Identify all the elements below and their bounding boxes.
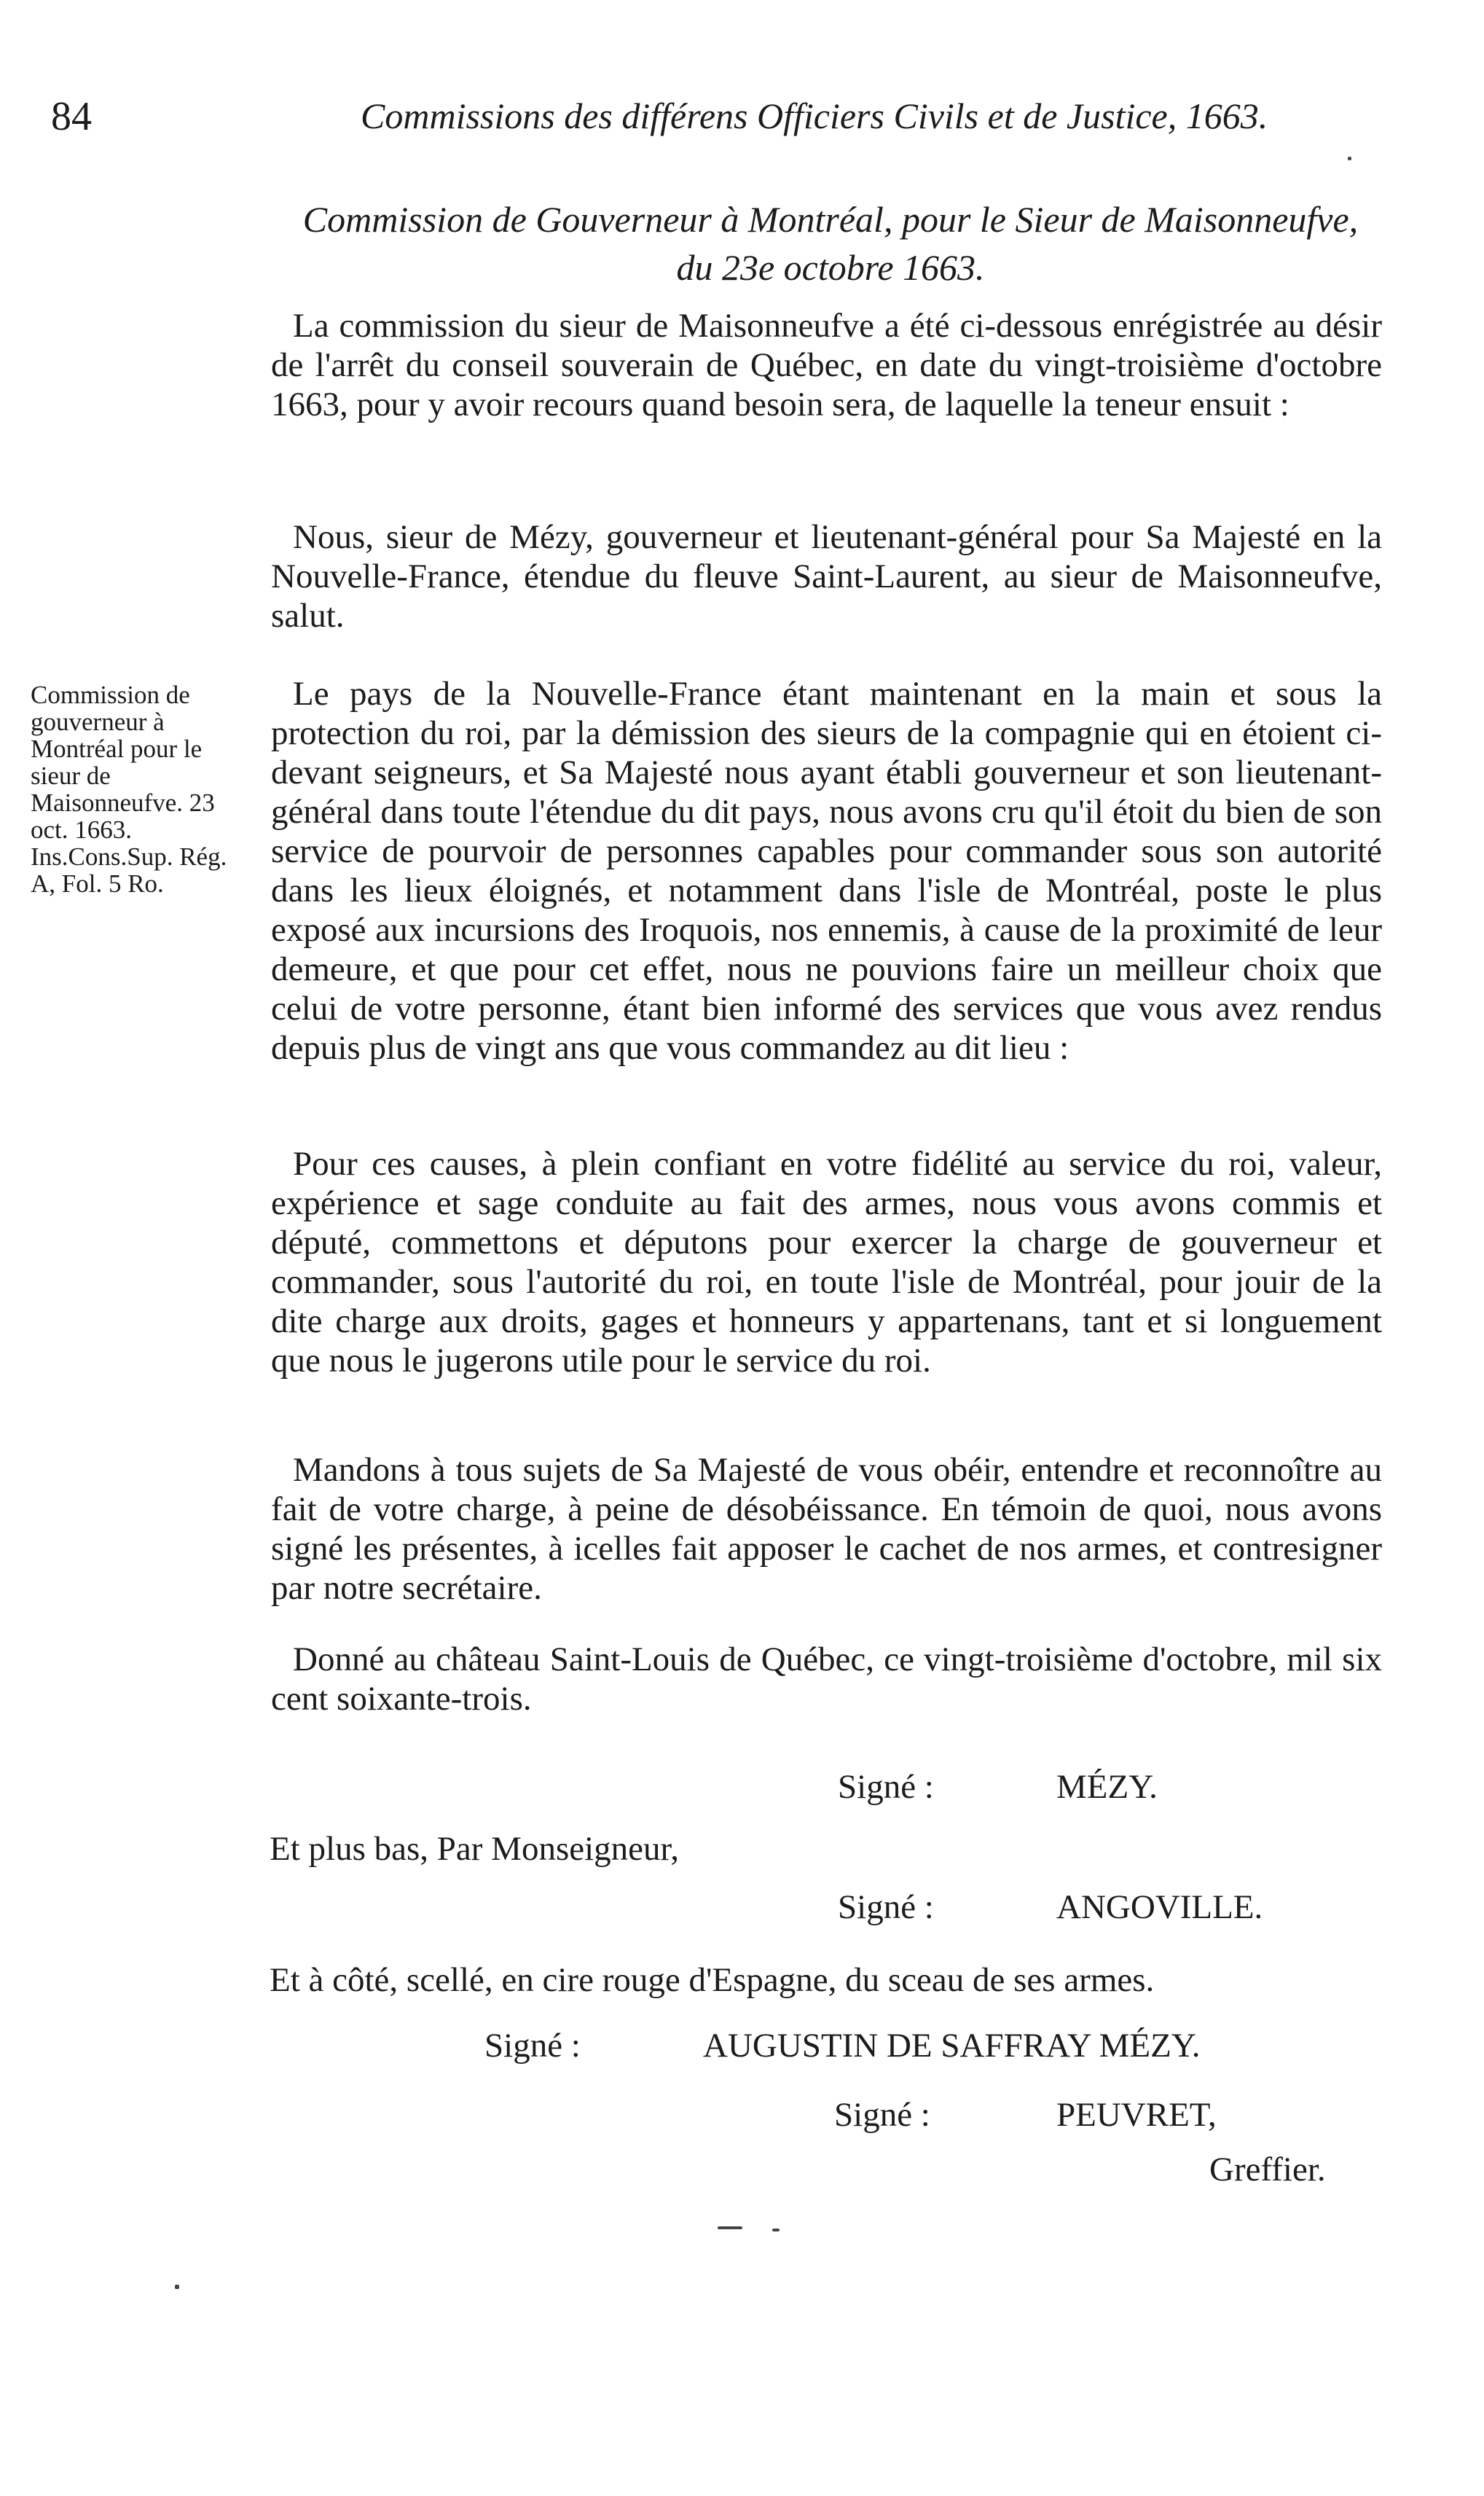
signed-label: Signé :: [484, 2027, 581, 2065]
signed-label: Signé :: [838, 1888, 934, 1926]
greffier-title: Greffier.: [1209, 2151, 1326, 2188]
print-speck: [1348, 157, 1351, 160]
signed-label: Signé :: [834, 2096, 930, 2134]
paragraph-preamble: Le pays de la Nouvelle-France étant maintenant en la main et sous la protection du roi, par la démission des sieurs de la compagnie qui en étoient ci-devant seigneurs, et Sa Majesté nous ayant établi gouverneur et son lieutenant-général dans toute l'étendue du dit pays, nous avons cru qu'il étoit du bien de son service de pourvoir de personnes capables pour commander sous son autorité dans les lieux éloignés, et notamment dans l'isle de Montréal, poste le plus exposé aux incursions des Iroquois, nos ennemis, à cause de la proximité de leur demeure, et que pour cet effet, nous ne pouvions faire un meilleur choix que celui de votre personne, étant bien informé des services que vous avez rendus depuis plus de vingt ans que vous commandez au dit lieu :: [271, 675, 1382, 1067]
page-number: 84: [51, 94, 92, 139]
signature-full-name: [484, 2026, 1201, 2065]
signature-mezy: [838, 1767, 1158, 1807]
paragraph-commission: Pour ces causes, à plein confiant en votre fidélité au service du roi, valeur, expérience et sage conduite au fait des armes, nous vous avons commis et député, commettons et députons pour exercer la charge de gouverneur et commander, sous l'autorité du roi, en toute l'isle de Montréal, pour jouir de la dite charge aux droits, gages et honneurs y appartenans, tant et si longuement que nous le jugerons utile pour le service du roi.: [271, 1145, 1382, 1380]
print-speck: [718, 2226, 742, 2229]
signer-name: MÉZY.: [1056, 1768, 1158, 1806]
running-title: Commissions des différens Officiers Civils et de Justice, 1663.: [361, 95, 1268, 136]
signer-name: PEUVRET,: [1056, 2096, 1217, 2134]
lower-line: Et plus bas, Par Monseigneur,: [270, 1830, 680, 1868]
print-speck: [175, 2285, 179, 2289]
signer-name: AUGUSTIN DE SAFFRAY MÉZY.: [703, 2027, 1201, 2065]
commission-title: Commission de Gouverneur à Montréal, pour le Sieur de Maisonneufve, du 23e octobre 1663.: [302, 199, 1359, 288]
paragraph-registration: La commission du sieur de Maisonneufve a été ci-dessous enrégistrée au désir de l'arrêt du conseil souverain de Québec, en date du vingt-troisième d'octobre 1663, pour y avoir recours quand besoin sera, de laquelle la teneur ensuit :: [271, 307, 1382, 423]
signed-label: Signé :: [838, 1768, 934, 1806]
signature-angoville: [838, 1887, 1263, 1927]
margin-note: Commission de gouverneur à Montréal pour le sieur de Maisonneufve. 23 oct. 1663. Ins.Cons.Sup. Rég. A, Fol. 5 Ro.: [31, 681, 227, 898]
seal-line: Et à côté, scellé, en cire rouge d'Espagne, du sceau de ses armes.: [270, 1961, 1155, 1999]
print-speck: [772, 2229, 780, 2231]
signer-name: ANGOVILLE.: [1056, 1888, 1263, 1926]
paragraph-salutation: Nous, sieur de Mézy, gouverneur et lieutenant-général pour Sa Majesté en la Nouvelle-France, étendue du fleuve Saint-Laurent, au sieur de Maisonneufve, salut.: [271, 518, 1382, 635]
signature-peuvret: [834, 2095, 1217, 2135]
paragraph-order: Mandons à tous sujets de Sa Majesté de vous obéir, entendre et reconnoître au fait de votre charge, à peine de désobéissance. En témoin de quoi, nous avons signé les présentes, à icelles fait apposer le cachet de nos armes, et contresigner par notre secrétaire.: [271, 1451, 1382, 1607]
paragraph-dating: Donné au château Saint-Louis de Québec, ce vingt-troisième d'octobre, mil six cent soixante-trois.: [271, 1640, 1382, 1718]
